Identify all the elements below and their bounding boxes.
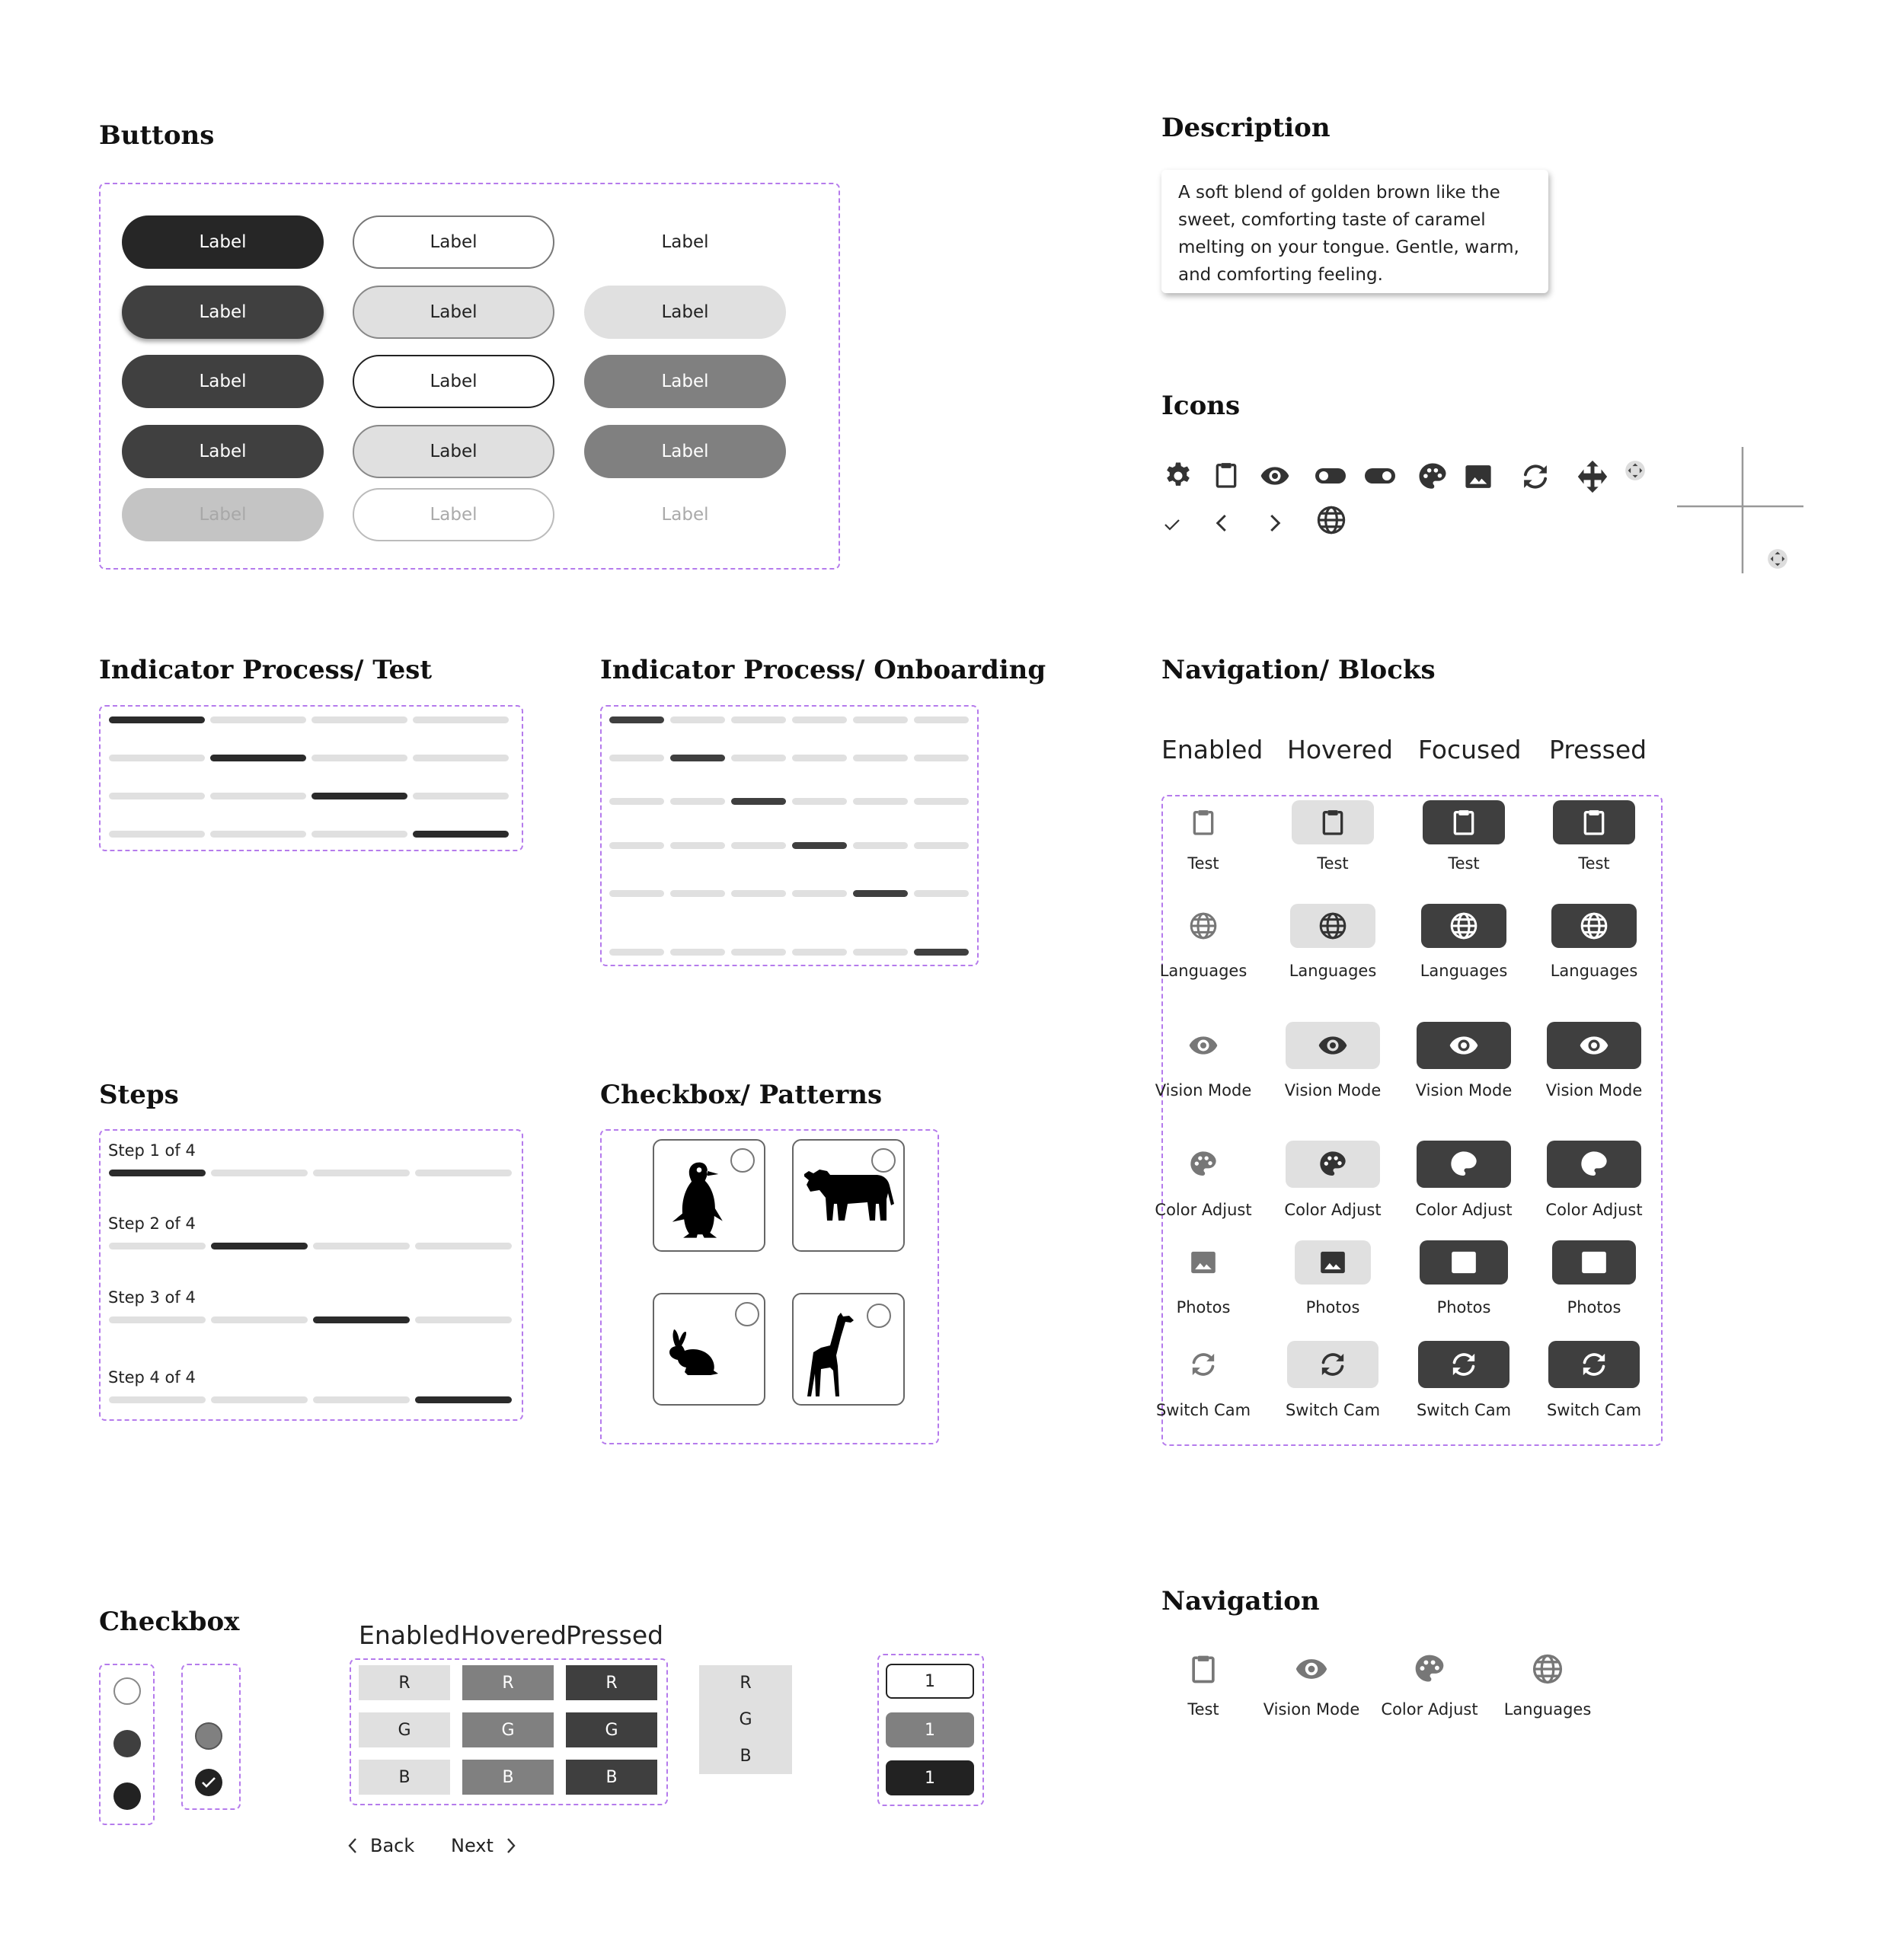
- nav-block-label: Languages: [1550, 962, 1638, 980]
- steps-segment: [415, 1316, 512, 1323]
- image-icon: [1579, 1247, 1609, 1278]
- state-label-hovered: Hovered: [1287, 735, 1393, 764]
- indicator-onboarding-segment: [792, 949, 847, 956]
- indicator-test-segment: [413, 716, 509, 723]
- nav-item-label: Vision Mode: [1263, 1700, 1360, 1719]
- indicator-onboarding-segment: [670, 890, 725, 897]
- chevron-left-icon: [344, 1834, 363, 1857]
- secondary-button-hovered[interactable]: Label: [353, 286, 554, 339]
- nav-block-label: Test: [1317, 854, 1349, 873]
- indicator-onboarding-segment: [792, 842, 847, 849]
- rgb-column-b[interactable]: B: [740, 1746, 752, 1766]
- step-label: Step 3 of 4: [108, 1288, 196, 1307]
- nav-block-label: Vision Mode: [1155, 1081, 1252, 1099]
- eye-icon: [1449, 1030, 1479, 1061]
- steps-title: Steps: [99, 1080, 179, 1110]
- indicator-test-segment: [109, 831, 205, 838]
- state-label-pressed: Pressed: [1549, 735, 1647, 764]
- secondary-button[interactable]: Label: [353, 215, 554, 269]
- indicator-onboarding-segment: [731, 755, 786, 761]
- indicator-onboarding-segment: [609, 798, 664, 805]
- nav-block-label: Vision Mode: [1545, 1081, 1643, 1099]
- indicator-onboarding-segment: [731, 949, 786, 956]
- toggle-on-icon: [1363, 466, 1397, 486]
- eye-icon: [1188, 1030, 1219, 1061]
- primary-button-focused[interactable]: Label: [122, 355, 324, 408]
- cow-icon: [801, 1163, 900, 1232]
- check-icon: [1163, 515, 1181, 534]
- pattern-radio[interactable]: [735, 1302, 759, 1326]
- giraffe-icon: [801, 1310, 862, 1401]
- chevron-right-icon: [1263, 510, 1286, 536]
- steps-segment: [415, 1396, 512, 1403]
- nav-block-label: Languages: [1289, 962, 1377, 980]
- indicator-onboarding-segment: [609, 890, 664, 897]
- nav-block-label: Test: [1448, 854, 1480, 873]
- rgb-cell-pressed[interactable]: G: [566, 1712, 657, 1747]
- globe-icon: [1531, 1652, 1564, 1686]
- indicator-onboarding-segment: [670, 716, 725, 723]
- rgb-state-enabled: Enabled: [359, 1620, 461, 1650]
- palette-icon: [1413, 1652, 1446, 1686]
- indicator-onboarding-segment: [609, 716, 664, 723]
- nav-block-label: Color Adjust: [1284, 1201, 1382, 1219]
- sync-icon: [1519, 461, 1551, 493]
- toggle-off-icon: [1314, 466, 1347, 486]
- pattern-card-cow[interactable]: [792, 1139, 905, 1252]
- next-button[interactable]: [451, 1834, 519, 1857]
- image-icon: [1462, 461, 1494, 493]
- step-label: Step 1 of 4: [108, 1141, 196, 1160]
- steps-segment: [415, 1170, 512, 1176]
- indicator-onboarding-frame: [600, 705, 979, 966]
- back-button[interactable]: [344, 1834, 414, 1857]
- indicator-onboarding-segment: [914, 890, 969, 897]
- palette-icon: [1449, 1149, 1479, 1179]
- sync-icon: [1318, 1349, 1348, 1380]
- sync-icon: [1188, 1349, 1219, 1380]
- indicator-onboarding-segment: [792, 890, 847, 897]
- eye-icon: [1579, 1030, 1609, 1061]
- pattern-card-penguin[interactable]: [653, 1139, 765, 1252]
- checkbox-checked[interactable]: [195, 1769, 222, 1796]
- text-button-disabled: Label: [661, 505, 709, 525]
- clipboard-icon: [1188, 807, 1219, 838]
- steps-segment: [109, 1170, 206, 1176]
- steps-segment: [415, 1243, 512, 1249]
- indicator-test-segment: [109, 716, 205, 723]
- nav-block-label: Switch Cam: [1546, 1401, 1642, 1419]
- indicator-test-segment: [210, 755, 306, 761]
- indicator-test-frame: [99, 705, 523, 851]
- nav-block-label: Test: [1578, 854, 1610, 873]
- rgb-cell-enabled[interactable]: R: [359, 1665, 450, 1700]
- nav-item-label: Color Adjust: [1381, 1700, 1478, 1719]
- nav-block-label: Photos: [1436, 1298, 1491, 1316]
- dpad-icon: [1624, 460, 1646, 481]
- sync-icon: [1449, 1349, 1479, 1380]
- steps-segment: [313, 1243, 410, 1249]
- indicator-onboarding-segment: [914, 716, 969, 723]
- indicator-onboarding-segment: [731, 890, 786, 897]
- nav-block-label: Switch Cam: [1416, 1401, 1512, 1419]
- nav-block-label: Vision Mode: [1415, 1081, 1513, 1099]
- rgb-state-pressed: Pressed: [566, 1620, 664, 1650]
- pattern-radio[interactable]: [867, 1304, 891, 1328]
- indicator-onboarding-segment: [670, 949, 725, 956]
- nav-block-label: Photos: [1567, 1298, 1621, 1316]
- palette-icon: [1417, 461, 1449, 493]
- secondary-button-pressed[interactable]: Label: [353, 425, 554, 478]
- rgb-cell-enabled[interactable]: G: [359, 1712, 450, 1747]
- radio-unchecked[interactable]: [113, 1677, 141, 1705]
- indicator-onboarding-segment: [670, 755, 725, 761]
- indicator-onboarding-title: Indicator Process/ Onboarding: [600, 655, 1046, 685]
- nav-item-label: Languages: [1503, 1700, 1592, 1719]
- globe-icon: [1188, 911, 1219, 941]
- navigation-blocks-title: Navigation/ Blocks: [1161, 655, 1436, 685]
- indicator-onboarding-segment: [670, 842, 725, 849]
- steps-segment: [313, 1170, 410, 1176]
- indicator-onboarding-segment: [792, 716, 847, 723]
- text-button[interactable]: Label: [661, 232, 709, 252]
- indicator-onboarding-segment: [792, 755, 847, 761]
- pattern-card-rabbit[interactable]: [653, 1293, 765, 1406]
- globe-icon: [1315, 504, 1347, 536]
- steps-segment: [211, 1316, 308, 1323]
- clipboard-icon: [1579, 807, 1609, 838]
- rgb-column-r[interactable]: R: [740, 1673, 752, 1693]
- nav-block-label: Color Adjust: [1545, 1201, 1643, 1219]
- checkbox-title: Checkbox: [99, 1607, 240, 1637]
- rgb-cell-hovered[interactable]: B: [462, 1760, 554, 1795]
- nav-item-label: Test: [1187, 1700, 1219, 1719]
- indicator-test-segment: [210, 831, 306, 838]
- palette-icon: [1579, 1149, 1609, 1179]
- steps-segment: [211, 1170, 308, 1176]
- indicator-onboarding-segment: [853, 716, 908, 723]
- palette-icon: [1188, 1149, 1219, 1179]
- description-tooltip: A soft blend of golden brown like the sweet, comforting taste of caramel melting on your tongue. Gentle, warm, and comforting feeling.: [1161, 170, 1548, 293]
- step-label: Step 4 of 4: [108, 1368, 196, 1387]
- primary-button[interactable]: Label: [122, 215, 324, 269]
- indicator-onboarding-segment: [914, 949, 969, 956]
- indicator-test-segment: [210, 793, 306, 799]
- chevron-left-icon: [1211, 510, 1234, 536]
- steps-segment: [109, 1316, 206, 1323]
- nav-block-label: Test: [1187, 854, 1219, 873]
- checkbox-hovered[interactable]: [195, 1722, 222, 1750]
- indicator-onboarding-segment: [853, 890, 908, 897]
- text-button-hovered[interactable]: Label: [584, 286, 786, 339]
- indicator-onboarding-segment: [731, 842, 786, 849]
- indicator-test-segment: [109, 793, 205, 799]
- image-icon: [1188, 1247, 1219, 1278]
- indicator-onboarding-segment: [792, 798, 847, 805]
- image-icon: [1449, 1247, 1479, 1278]
- check-icon: [200, 1773, 218, 1792]
- indicator-onboarding-segment: [914, 842, 969, 849]
- nav-block-label: Languages: [1420, 962, 1508, 980]
- dpad-icon: [1767, 548, 1788, 570]
- indicator-onboarding-segment: [609, 949, 664, 956]
- number-hovered[interactable]: 1: [886, 1712, 974, 1747]
- sync-icon: [1579, 1349, 1609, 1380]
- palette-icon: [1318, 1149, 1348, 1179]
- indicator-test-segment: [413, 831, 509, 838]
- clipboard-icon: [1449, 807, 1479, 838]
- globe-icon: [1449, 911, 1479, 941]
- image-icon: [1318, 1247, 1348, 1278]
- text-button-focused[interactable]: Label: [584, 355, 786, 408]
- back-label: Back: [370, 1835, 415, 1856]
- next-label: Next: [451, 1835, 494, 1856]
- indicator-onboarding-segment: [609, 842, 664, 849]
- buttons-title: Buttons: [99, 120, 215, 151]
- eye-icon: [1295, 1652, 1328, 1686]
- indicator-test-segment: [311, 716, 407, 723]
- number-enabled[interactable]: 1: [886, 1664, 974, 1699]
- steps-segment: [211, 1243, 308, 1249]
- steps-segment: [109, 1396, 206, 1403]
- indicator-test-segment: [109, 755, 205, 761]
- nav-block-label: Photos: [1176, 1298, 1231, 1316]
- indicator-onboarding-segment: [853, 798, 908, 805]
- navigation-title: Navigation: [1161, 1586, 1320, 1616]
- clipboard-icon: [1211, 458, 1241, 492]
- nav-block-label: Languages: [1159, 962, 1248, 980]
- globe-icon: [1579, 911, 1609, 941]
- steps-segment: [313, 1316, 410, 1323]
- indicator-onboarding-segment: [609, 755, 664, 761]
- pattern-card-giraffe[interactable]: [792, 1293, 905, 1406]
- indicator-onboarding-segment: [914, 755, 969, 761]
- chevron-right-icon: [501, 1834, 519, 1857]
- secondary-button-disabled: Label: [353, 488, 554, 541]
- primary-button-hovered[interactable]: Label: [122, 286, 324, 339]
- step-label: Step 2 of 4: [108, 1214, 196, 1233]
- move-arrows-icon: [1575, 459, 1610, 494]
- nav-block-label: Vision Mode: [1284, 1081, 1382, 1099]
- rgb-cell-pressed[interactable]: B: [566, 1760, 657, 1795]
- pattern-radio[interactable]: [871, 1148, 896, 1173]
- icons-title: Icons: [1161, 391, 1241, 421]
- indicator-test-segment: [311, 831, 407, 838]
- steps-segment: [211, 1396, 308, 1403]
- indicator-onboarding-segment: [731, 716, 786, 723]
- indicator-onboarding-segment: [670, 798, 725, 805]
- clipboard-icon: [1318, 807, 1348, 838]
- indicator-onboarding-segment: [914, 798, 969, 805]
- description-title: Description: [1161, 113, 1331, 143]
- eye-icon: [1258, 461, 1292, 491]
- checkbox-patterns-title: Checkbox/ Patterns: [600, 1080, 883, 1110]
- nav-block-label: Color Adjust: [1155, 1201, 1252, 1219]
- radio-pressed[interactable]: [113, 1782, 141, 1810]
- indicator-onboarding-segment: [731, 798, 786, 805]
- rgb-state-hovered: Hovered: [461, 1620, 567, 1650]
- indicator-onboarding-segment: [853, 755, 908, 761]
- nav-block-label: Photos: [1305, 1298, 1360, 1316]
- rgb-column-g[interactable]: G: [739, 1709, 752, 1729]
- steps-segment: [109, 1243, 206, 1249]
- nav-block-label: Switch Cam: [1155, 1401, 1251, 1419]
- penguin-icon: [657, 1157, 741, 1241]
- steps-segment: [313, 1396, 410, 1403]
- indicator-test-title: Indicator Process/ Test: [99, 655, 433, 685]
- state-label-enabled: Enabled: [1161, 735, 1263, 764]
- indicator-test-segment: [413, 755, 509, 761]
- indicator-test-segment: [311, 755, 407, 761]
- primary-button-disabled: Label: [122, 488, 324, 541]
- nav-block-label: Switch Cam: [1285, 1401, 1381, 1419]
- gear-icon: [1163, 461, 1193, 491]
- rgb-cell-pressed[interactable]: R: [566, 1665, 657, 1700]
- rgb-cell-enabled[interactable]: B: [359, 1760, 450, 1795]
- state-label-focused: Focused: [1418, 735, 1522, 764]
- indicator-test-segment: [413, 793, 509, 799]
- indicator-onboarding-segment: [853, 842, 908, 849]
- rabbit-icon: [665, 1328, 718, 1381]
- indicator-test-segment: [311, 793, 407, 799]
- rgb-cell-hovered[interactable]: G: [462, 1712, 554, 1747]
- indicator-test-segment: [210, 716, 306, 723]
- text-button-pressed[interactable]: Label: [584, 425, 786, 478]
- secondary-button-focused[interactable]: Label: [353, 355, 554, 408]
- pattern-radio[interactable]: [730, 1148, 755, 1173]
- clipboard-icon: [1187, 1652, 1220, 1686]
- primary-button-pressed[interactable]: Label: [122, 425, 324, 478]
- number-pressed[interactable]: 1: [886, 1760, 974, 1795]
- rgb-cell-hovered[interactable]: R: [462, 1665, 554, 1700]
- radio-hovered[interactable]: [113, 1730, 141, 1757]
- nav-block-label: Color Adjust: [1415, 1201, 1513, 1219]
- globe-icon: [1318, 911, 1348, 941]
- eye-icon: [1318, 1030, 1348, 1061]
- indicator-onboarding-segment: [853, 949, 908, 956]
